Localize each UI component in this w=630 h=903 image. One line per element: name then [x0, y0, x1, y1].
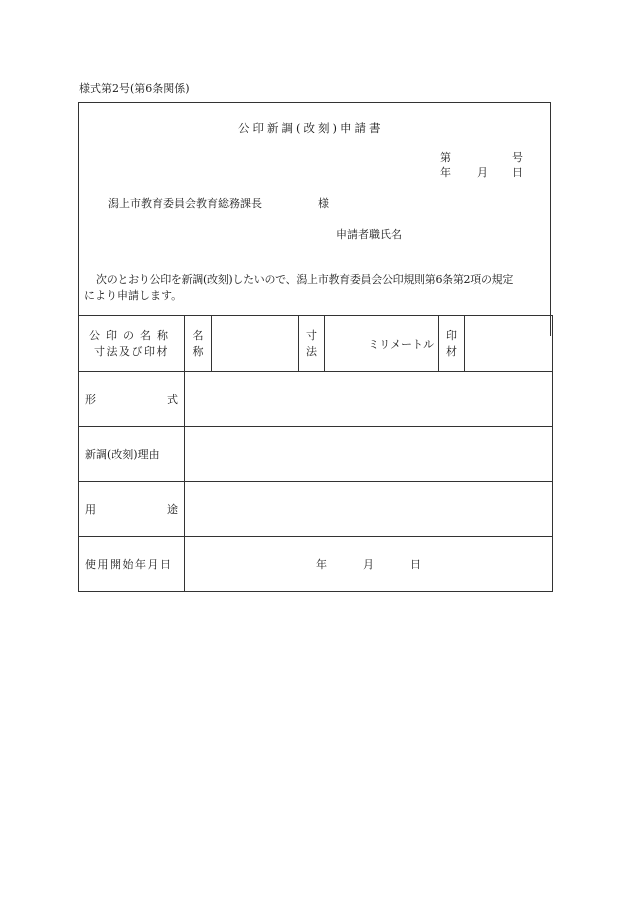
- form-title: 公印新調(改刻)申請書: [238, 121, 384, 135]
- start-date-label: 使用開始年月日: [85, 558, 173, 571]
- format-value-cell[interactable]: [185, 372, 553, 427]
- material-label-1: 印: [446, 328, 457, 342]
- seal-details-table: [78, 315, 553, 592]
- date-year-label: 年: [440, 166, 451, 179]
- date-day-label: 日: [512, 166, 523, 179]
- material-label-cell: [439, 316, 465, 372]
- body-text-line-2: により申請します。: [84, 289, 183, 302]
- size-label-1: 寸: [306, 328, 317, 342]
- addressee-honorific: 様: [318, 197, 329, 210]
- format-label-cell: [79, 372, 185, 427]
- purpose-label-b: 途: [167, 503, 178, 516]
- size-label-2: 法: [306, 344, 317, 358]
- date-month-label: 月: [477, 166, 488, 179]
- row-seal-name-size-material: [79, 316, 553, 372]
- name-label-2: 称: [192, 344, 204, 358]
- seal-name-value-cell[interactable]: [212, 316, 299, 372]
- start-date-month: 月: [363, 558, 374, 571]
- start-date-label-cell: [79, 537, 185, 592]
- row-reason: [79, 427, 553, 482]
- material-label-2: 材: [446, 344, 457, 358]
- reason-label-cell: [79, 427, 185, 482]
- row-format: [79, 372, 553, 427]
- seal-header-cell: [79, 316, 185, 372]
- form-number-label: 様式第2号(第6条関係): [79, 82, 190, 95]
- number-label-go: 号: [512, 151, 523, 164]
- start-date-year: 年: [316, 558, 327, 571]
- purpose-label-cell: [79, 482, 185, 537]
- applicant-label: 申請者職氏名: [336, 228, 402, 241]
- name-label-1: 名: [192, 328, 204, 342]
- seal-header-line-1: 公印の名称: [89, 328, 174, 342]
- row-purpose: [79, 482, 553, 537]
- row-start-date: [79, 537, 553, 592]
- size-value-cell[interactable]: [325, 316, 439, 372]
- purpose-value-cell[interactable]: [185, 482, 553, 537]
- material-value-cell[interactable]: [465, 316, 553, 372]
- name-label-cell: [185, 316, 212, 372]
- size-label-cell: [299, 316, 325, 372]
- size-unit-label: ミリメートル: [368, 337, 434, 351]
- start-date-day: 日: [410, 558, 421, 571]
- body-text-line-1: 次のとおり公印を新調(改刻)したいので、潟上市教育委員会公印規則第6条第2項の規定: [96, 273, 514, 286]
- purpose-label-a: 用: [85, 503, 96, 516]
- addressee-name: 潟上市教育委員会教育総務課長: [108, 197, 262, 210]
- start-date-value-cell[interactable]: [185, 537, 553, 592]
- reason-label: 新調(改刻)理由: [85, 448, 160, 461]
- seal-header-line-2: 寸法及び印材: [94, 344, 169, 358]
- number-label-dai: 第: [440, 151, 451, 164]
- reason-value-cell[interactable]: [185, 427, 553, 482]
- format-label-a: 形: [85, 393, 96, 406]
- format-label-b: 式: [167, 393, 178, 406]
